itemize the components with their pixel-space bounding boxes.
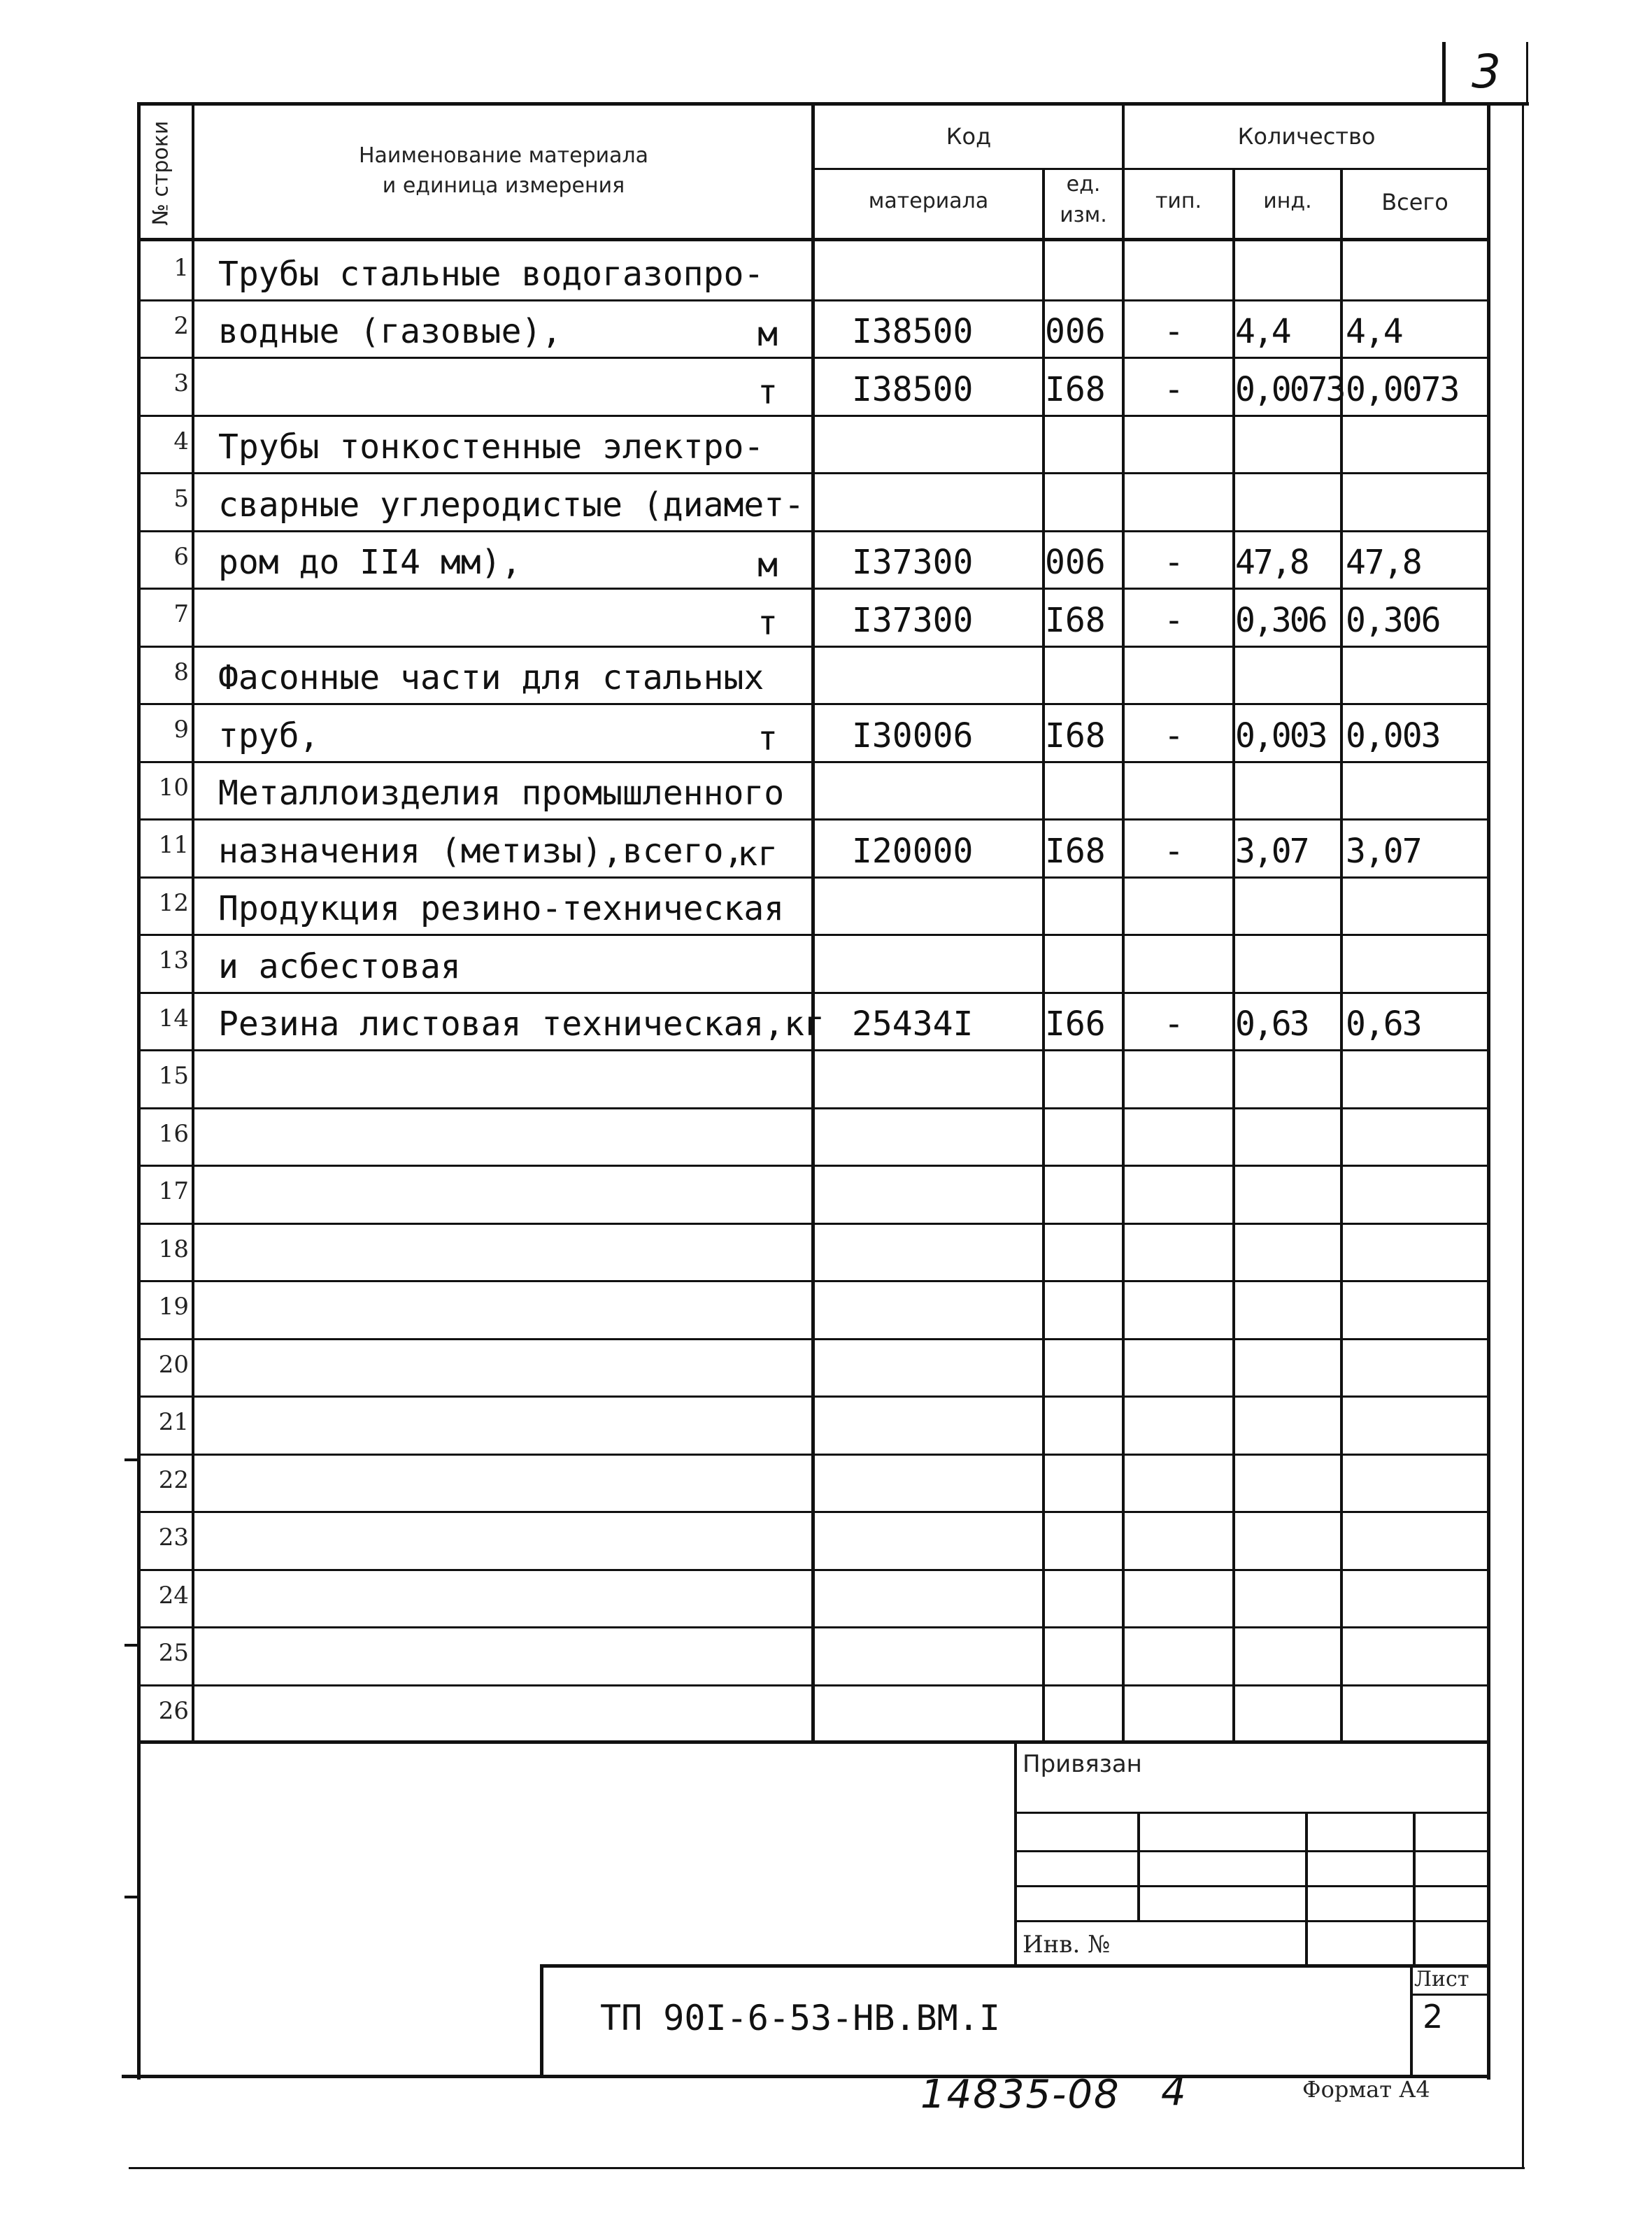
row-typ: - (1164, 543, 1184, 582)
header-unit-line1: ед. (1066, 172, 1101, 197)
row-number: 16 (158, 1120, 189, 1148)
header-unit-line2: изм. (1060, 203, 1107, 227)
row-number: 7 (173, 600, 189, 628)
row-ind: 0,63 (1235, 1004, 1308, 1044)
row-name: водные (газовые), (218, 312, 562, 351)
row-number: 9 (173, 716, 189, 744)
row-ind: 47,8 (1235, 543, 1308, 582)
row-number: 15 (158, 1062, 189, 1090)
row-total: 0,0073 (1346, 370, 1459, 409)
row-number: 14 (158, 1004, 189, 1032)
page-number: 3 (1472, 45, 1501, 99)
row-number: 10 (158, 774, 189, 802)
row-unit: кг (737, 835, 778, 874)
row-unit: т (757, 604, 778, 643)
row-total: 4,4 (1346, 312, 1402, 351)
row-unit-code: 006 (1045, 543, 1106, 582)
row-unit: м (757, 315, 778, 354)
row-total: 47,8 (1346, 543, 1421, 582)
format-label: Формат А4 (1302, 2076, 1430, 2103)
row-total: 0,003 (1346, 716, 1440, 755)
row-number: 2 (173, 312, 189, 340)
row-material-code: I38500 (852, 370, 974, 409)
header-name-line1: Наименование материала (358, 143, 649, 168)
row-number: 5 (173, 485, 189, 513)
row-typ: - (1164, 601, 1184, 640)
row-material-code: I38500 (852, 312, 974, 351)
row-number: 11 (158, 831, 189, 859)
row-number: 4 (173, 427, 189, 455)
header-row-number: № строки (148, 120, 173, 226)
inv-number-label: Инв. № (1023, 1931, 1111, 1959)
row-number: 12 (158, 889, 189, 917)
row-name: ром до II4 мм), (218, 543, 522, 582)
row-ind: 4,4 (1235, 312, 1290, 351)
row-unit-code: I68 (1045, 370, 1106, 409)
row-material-code: I37300 (852, 543, 974, 582)
row-name: Трубы стальные водогазопро- (218, 255, 764, 294)
row-total: 0,306 (1346, 601, 1440, 640)
row-unit: т (757, 373, 778, 412)
row-number: 19 (158, 1293, 189, 1321)
header-total: Всего (1381, 189, 1448, 215)
row-number: 24 (158, 1582, 189, 1610)
row-number: 25 (158, 1639, 189, 1667)
row-ind: 0,306 (1235, 601, 1326, 640)
row-unit-code: I68 (1045, 832, 1106, 871)
header-material: материала (868, 189, 989, 213)
row-number: 18 (158, 1235, 189, 1263)
header-quantity: Количество (1237, 123, 1376, 150)
handwritten-page: 4 (1161, 2069, 1186, 2115)
row-number: 17 (158, 1177, 189, 1205)
row-number: 21 (158, 1408, 189, 1436)
sheet-number: 2 (1423, 1998, 1444, 2036)
document-code: ТП 90I-6-53-НВ.ВМ.I (600, 1998, 1000, 2038)
row-typ: - (1164, 832, 1184, 871)
row-ind: 3,07 (1235, 832, 1308, 871)
row-name: Резина листовая техническая,кг (218, 1004, 825, 1044)
header-code: Код (946, 123, 992, 150)
header-name-line2: и единица измерения (382, 173, 625, 198)
row-unit-code: 006 (1045, 312, 1106, 351)
row-typ: - (1164, 716, 1184, 755)
row-number: 20 (158, 1351, 189, 1379)
row-name: сварные углеродистые (диамет- (218, 485, 805, 525)
header-typ: тип. (1155, 189, 1202, 213)
row-unit-code: I68 (1045, 601, 1106, 640)
row-number: 23 (158, 1524, 189, 1551)
row-number: 6 (173, 543, 189, 571)
handwritten-number: 14835-08 (920, 2072, 1120, 2117)
row-ind: 0,003 (1235, 716, 1326, 755)
row-material-code: I20000 (852, 832, 974, 871)
row-name: и асбестовая (218, 947, 461, 986)
row-total: 0,63 (1346, 1004, 1421, 1044)
row-name: назначения (метизы),всего, (218, 832, 744, 871)
sheet-label: Лист (1414, 1967, 1469, 1991)
row-number: 8 (173, 658, 189, 686)
row-material-code: 25434I (852, 1004, 974, 1044)
row-typ: - (1164, 1004, 1184, 1044)
row-unit-code: I66 (1045, 1004, 1106, 1044)
row-number: 22 (158, 1466, 189, 1494)
row-typ: - (1164, 312, 1184, 351)
row-name: Металлоизделия промышленного (218, 774, 785, 813)
row-number: 26 (158, 1697, 189, 1725)
row-unit-code: I68 (1045, 716, 1106, 755)
row-material-code: I37300 (852, 601, 974, 640)
row-name: Трубы тонкостенные электро- (218, 427, 764, 467)
row-material-code: I30006 (852, 716, 974, 755)
row-unit: т (757, 719, 778, 758)
row-name: Продукция резино-техническая (218, 889, 785, 928)
row-unit: м (757, 546, 778, 585)
privyazan-label: Привязан (1023, 1750, 1142, 1778)
row-number: 1 (173, 254, 189, 282)
row-name: труб, (218, 716, 320, 755)
row-total: 3,07 (1346, 832, 1421, 871)
row-number: 3 (173, 369, 189, 397)
row-typ: - (1164, 370, 1184, 409)
header-ind: инд. (1263, 189, 1312, 213)
row-ind: 0,0073 (1235, 370, 1344, 409)
row-name: Фасонные части для стальных (218, 658, 764, 697)
row-number: 13 (158, 946, 189, 974)
